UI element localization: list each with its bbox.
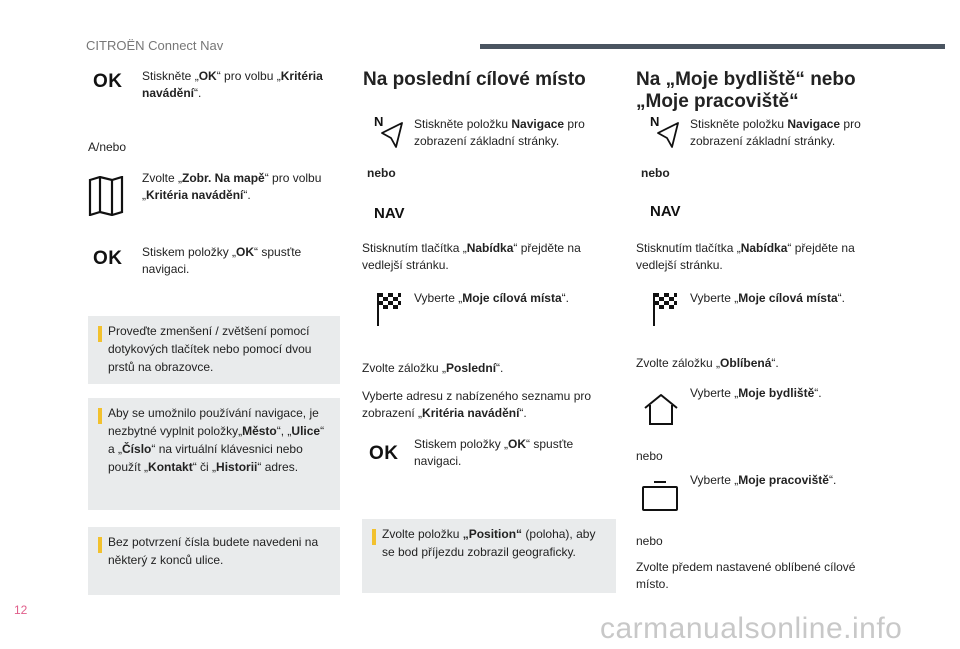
checkered-flag-icon <box>652 291 678 332</box>
home-icon <box>643 392 679 431</box>
step-navigation: Stiskněte položku Navigace pro zobrazení základní stránky. <box>414 117 585 148</box>
ok-icon: OK <box>369 443 399 464</box>
ok-icon: OK <box>93 71 123 92</box>
tip-address-text: Aby se umožnilo používání navigace, je nezbytné vyplnit položky„Město“, „Ulice“ a „Číslo“ na virtuální klávesnici nebo použít „Kontakt“ či „Historii“ adres. <box>108 406 325 474</box>
nav-button-icon: NAV <box>650 203 681 220</box>
watermark: carmanualsonline.info <box>600 612 903 645</box>
manual-header-title: CITROËN Connect Nav <box>86 38 224 53</box>
ok-icon: OK <box>93 248 123 269</box>
section-title-last-destination: Na poslední cílové místo <box>363 69 586 90</box>
map-icon <box>88 176 124 221</box>
tip-number-text: Bez potvrzení čísla budete navedeni na některý z konců ulice. <box>108 535 319 567</box>
tip-marker <box>372 529 376 545</box>
tip-marker <box>98 408 102 424</box>
or-label: nebo <box>636 534 663 548</box>
tip-marker <box>98 537 102 553</box>
tip-zoom <box>88 316 340 384</box>
step-navigation: Stiskněte položku Navigace pro zobrazení základní stránky. <box>690 117 861 148</box>
step-select-address: Vyberte adresu z nabízeného seznamu pro zobrazení „Kritéria navádění“. <box>362 389 592 420</box>
step-menu: Stisknutím tlačítka „Nabídka“ přejděte na vedlejší stránku. <box>636 241 855 272</box>
checkered-flag-icon <box>376 291 402 332</box>
page-number: 12 <box>14 603 28 617</box>
step-my-destinations: Vyberte „Moje cílová místa“. <box>690 291 845 305</box>
step-my-work: Vyberte „Moje pracoviště“. <box>690 473 837 487</box>
navigation-n-letter: N <box>650 114 660 129</box>
work-icon <box>641 480 679 517</box>
tip-position <box>362 519 616 593</box>
or-label: nebo <box>641 166 670 180</box>
tip-marker <box>98 326 102 342</box>
step-my-destinations: Vyberte „Moje cílová místa“. <box>414 291 569 305</box>
navigation-n-letter: N <box>374 114 384 129</box>
step-menu: Stisknutím tlačítka „Nabídka“ přejděte na vedlejší stránku. <box>362 241 581 272</box>
step-my-home: Vyberte „Moje bydliště“. <box>690 386 822 400</box>
or-label: nebo <box>636 449 663 463</box>
tip-zoom-text: Proveďte zmenšení / zvětšení pomocí dotykových tlačítek nebo pomocí dvou prstů na obrazovce. <box>108 324 312 374</box>
step-preset-favorite: Zvolte předem nastavené oblíbené cílové místo. <box>636 560 856 591</box>
step-ok-start: Stiskem položky „OK“ spusťte navigaci. <box>142 245 302 276</box>
step-favorites-tab: Zvolte záložku „Oblíbená“. <box>636 356 779 370</box>
header-bar <box>480 44 945 49</box>
section-title-home-work: Na „Moje bydliště“ nebo „Moje pracoviště“ <box>636 69 856 112</box>
tip-position-text: Zvolte položku „Position“ (poloha), aby se bod příjezdu zobrazil geograficky. <box>382 527 596 559</box>
nav-button-icon: NAV <box>374 205 405 222</box>
and-or-label: A/nebo <box>88 140 127 154</box>
tip-number <box>88 527 340 595</box>
step-recent-tab: Zvolte záložku „Poslední“. <box>362 361 504 375</box>
step-show-on-map: Zvolte „Zobr. Na mapě“ pro volbu „Kritéria navádění“. <box>142 171 322 202</box>
tip-address-fields <box>88 398 340 510</box>
step-ok-start: Stiskem položky „OK“ spusťte navigaci. <box>414 437 574 468</box>
step-ok-criteria: Stiskněte „OK“ pro volbu „Kritéria navádění“. <box>142 69 323 100</box>
or-label: nebo <box>367 166 396 180</box>
